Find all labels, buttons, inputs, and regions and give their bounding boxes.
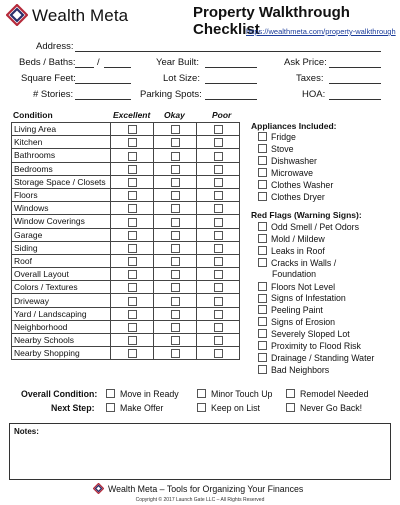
condition-item-label: Window Coverings: [12, 215, 111, 228]
excellent-cell: [111, 268, 154, 281]
red-flag-item[interactable]: [258, 305, 323, 315]
poor-cell: [197, 241, 240, 254]
condition-item-label: Kitchen: [12, 136, 111, 149]
excellent-checkbox[interactable]: [128, 349, 137, 358]
excellent-cell: [111, 188, 154, 201]
red-flag-label: Signs of Infestation: [271, 293, 346, 304]
poor-checkbox[interactable]: [214, 165, 223, 174]
excellent-cell: [111, 228, 154, 241]
excellent-checkbox[interactable]: [128, 178, 137, 187]
poor-checkbox[interactable]: [214, 257, 223, 266]
red-flag-checkbox[interactable]: [258, 258, 267, 267]
poor-cell: [197, 123, 240, 136]
excellent-checkbox[interactable]: [128, 283, 137, 292]
never-go-back-checkbox[interactable]: [286, 403, 295, 412]
condition-item-label: Siding: [12, 241, 111, 254]
okay-checkbox[interactable]: [171, 231, 180, 240]
table-row: [12, 254, 240, 267]
never-go-back-label: Never Go Back!: [300, 403, 363, 413]
make-offer-label: Make Offer: [120, 403, 164, 413]
poor-checkbox[interactable]: [214, 336, 223, 345]
never-go-back-option[interactable]: [286, 403, 362, 413]
table-row: [12, 136, 240, 149]
excellent-checkbox[interactable]: [128, 218, 137, 227]
poor-checkbox[interactable]: [214, 138, 223, 147]
condition-item-label: Yard / Landscaping: [12, 307, 111, 320]
poor-cell: [197, 254, 240, 267]
poor-cell: [197, 136, 240, 149]
excellent-checkbox[interactable]: [128, 204, 137, 213]
okay-cell: [154, 334, 197, 347]
appliance-item[interactable]: [258, 144, 294, 154]
condition-item-label: Nearby Schools: [12, 334, 111, 347]
okay-checkbox[interactable]: [171, 310, 180, 319]
red-flag-checkbox[interactable]: [258, 246, 267, 255]
table-row: [12, 268, 240, 281]
remodel-needed-option[interactable]: [286, 389, 368, 399]
minor-touch-up-option[interactable]: [197, 389, 272, 399]
appliance-checkbox[interactable]: [258, 132, 267, 141]
excellent-cell: [111, 347, 154, 360]
excellent-checkbox[interactable]: [128, 270, 137, 279]
okay-cell: [154, 175, 197, 188]
ask-price-field[interactable]: [329, 67, 381, 68]
poor-cell: [197, 307, 240, 320]
table-row: [12, 320, 240, 333]
red-flag-label: Mold / Mildew: [271, 233, 325, 244]
stories-field[interactable]: [75, 99, 131, 100]
poor-checkbox[interactable]: [214, 283, 223, 292]
poor-checkbox[interactable]: [214, 218, 223, 227]
condition-item-label: Windows: [12, 202, 111, 215]
okay-checkbox[interactable]: [171, 218, 180, 227]
table-row: [12, 149, 240, 162]
okay-checkbox[interactable]: [171, 270, 180, 279]
appliances-title: Appliances Included:: [251, 121, 337, 131]
appliance-item[interactable]: [258, 168, 313, 178]
red-flag-label: Floors Not Level: [271, 281, 336, 292]
lot-size-label: Lot Size:: [163, 73, 200, 84]
poor-cell: [197, 294, 240, 307]
excellent-checkbox[interactable]: [128, 257, 137, 266]
okay-checkbox[interactable]: [171, 204, 180, 213]
red-flag-item[interactable]: [258, 222, 359, 232]
table-row: [12, 202, 240, 215]
okay-cell: [154, 281, 197, 294]
brand-name: Wealth Meta: [32, 6, 129, 25]
lot-size-field[interactable]: [205, 83, 257, 84]
okay-cell: [154, 254, 197, 267]
move-in-ready-option[interactable]: [106, 389, 179, 399]
poor-cell: [197, 215, 240, 228]
red-flag-checkbox[interactable]: [258, 341, 267, 350]
red-flag-item[interactable]: [258, 329, 350, 339]
red-flag-checkbox[interactable]: [258, 329, 267, 338]
ask-price-label: Ask Price:: [284, 57, 327, 68]
poor-checkbox[interactable]: [214, 297, 223, 306]
square-feet-field[interactable]: [75, 83, 131, 84]
minor-touch-up-checkbox[interactable]: [197, 389, 206, 398]
table-row: [12, 188, 240, 201]
excellent-cell: [111, 241, 154, 254]
taxes-field[interactable]: [329, 83, 381, 84]
excellent-checkbox[interactable]: [128, 323, 137, 332]
excellent-cell: [111, 175, 154, 188]
okay-cell: [154, 268, 197, 281]
excellent-cell: [111, 281, 154, 294]
red-flag-checkbox[interactable]: [258, 353, 267, 362]
condition-header: Condition: [13, 110, 53, 120]
poor-checkbox[interactable]: [214, 310, 223, 319]
excellent-cell: [111, 123, 154, 136]
excellent-cell: [111, 294, 154, 307]
square-feet-label: Square Feet:: [21, 73, 76, 84]
condition-item-label: Floors: [12, 188, 111, 201]
baths-field[interactable]: [104, 67, 131, 68]
footer-logo-icon: [93, 483, 104, 494]
table-row: [12, 175, 240, 188]
footer-tagline: [108, 484, 303, 494]
appliance-checkbox[interactable]: [258, 168, 267, 177]
keep-on-list-checkbox[interactable]: [197, 403, 206, 412]
condition-item-label: Garage: [12, 228, 111, 241]
address-field[interactable]: [75, 51, 381, 52]
excellent-cell: [111, 320, 154, 333]
table-row: [12, 162, 240, 175]
poor-cell: [197, 268, 240, 281]
okay-checkbox[interactable]: [171, 125, 180, 134]
appliance-label: Dishwasher: [271, 156, 317, 166]
excellent-checkbox[interactable]: [128, 310, 137, 319]
red-flag-item[interactable]: [258, 341, 361, 351]
page-title: Property Walkthrough Checklist: [193, 4, 350, 38]
okay-checkbox[interactable]: [171, 138, 180, 147]
okay-checkbox[interactable]: [171, 323, 180, 332]
wealth-meta-logo-icon: [6, 4, 28, 26]
okay-cell: [154, 241, 197, 254]
okay-checkbox[interactable]: [171, 297, 180, 306]
okay-cell: [154, 188, 197, 201]
red-flag-checkbox[interactable]: [258, 305, 267, 314]
poor-cell: [197, 175, 240, 188]
okay-cell: [154, 294, 197, 307]
table-row: [12, 123, 240, 136]
notes-box[interactable]: [9, 423, 391, 480]
condition-item-label: Roof: [12, 254, 111, 267]
keep-on-list-option[interactable]: [197, 403, 260, 413]
condition-item-label: Nearby Shopping: [12, 347, 111, 360]
stories-label: # Stories:: [33, 89, 74, 100]
okay-cell: [154, 320, 197, 333]
year-built-field[interactable]: [205, 67, 257, 68]
poor-checkbox[interactable]: [214, 349, 223, 358]
condition-item-label: Storage Space / Closets: [12, 175, 111, 188]
okay-checkbox[interactable]: [171, 349, 180, 358]
red-flag-continuation: Foundation: [272, 269, 317, 279]
red-flag-checkbox[interactable]: [258, 222, 267, 231]
condition-item-label: Colors / Textures: [12, 281, 111, 294]
overall-condition-label: Overall Condition:: [21, 389, 98, 399]
poor-checkbox[interactable]: [214, 244, 223, 253]
poor-checkbox[interactable]: [214, 204, 223, 213]
excellent-checkbox[interactable]: [128, 152, 137, 161]
parking-spots-label: Parking Spots:: [140, 89, 202, 100]
poor-cell: [197, 347, 240, 360]
condition-item-label: Bathrooms: [12, 149, 111, 162]
beds-baths-label: Beds / Baths:: [19, 57, 76, 68]
appliance-checkbox[interactable]: [258, 156, 267, 165]
footer-tagline-text: – Tools for Organizing Your Finances: [157, 484, 304, 494]
red-flag-label: Bad Neighbors: [271, 364, 330, 375]
excellent-checkbox[interactable]: [128, 138, 137, 147]
red-flag-item[interactable]: [258, 282, 335, 292]
excellent-checkbox[interactable]: [128, 191, 137, 200]
appliance-label: Clothes Washer: [271, 180, 334, 190]
make-offer-checkbox[interactable]: [106, 403, 115, 412]
appliance-item[interactable]: [258, 192, 325, 202]
poor-checkbox[interactable]: [214, 270, 223, 279]
okay-cell: [154, 228, 197, 241]
red-flag-label: Signs of Erosion: [271, 317, 336, 328]
next-step-label: Next Step:: [51, 403, 95, 413]
red-flag-item[interactable]: [258, 234, 325, 244]
okay-cell: [154, 162, 197, 175]
appliance-checkbox[interactable]: [258, 192, 267, 201]
okay-cell: [154, 307, 197, 320]
red-flag-checkbox[interactable]: [258, 317, 267, 326]
red-flags-title: Red Flags (Warning Signs):: [251, 210, 362, 220]
hoa-label: HOA:: [302, 89, 326, 100]
poor-checkbox[interactable]: [214, 191, 223, 200]
poor-cell: [197, 202, 240, 215]
keep-on-list-label: Keep on List: [211, 403, 260, 413]
okay-checkbox[interactable]: [171, 244, 180, 253]
okay-checkbox[interactable]: [171, 178, 180, 187]
remodel-needed-label: Remodel Needed: [300, 389, 369, 399]
condition-item-label: Neighborhood: [12, 320, 111, 333]
poor-cell: [197, 188, 240, 201]
poor-cell: [197, 162, 240, 175]
table-row: [12, 228, 240, 241]
excellent-checkbox[interactable]: [128, 231, 137, 240]
hoa-field[interactable]: [329, 99, 381, 100]
condition-table: [11, 122, 240, 360]
excellent-cell: [111, 254, 154, 267]
appliance-label: Clothes Dryer: [271, 192, 325, 202]
red-flag-checkbox[interactable]: [258, 294, 267, 303]
appliance-checkbox[interactable]: [258, 180, 267, 189]
appliance-item[interactable]: [258, 156, 317, 166]
table-row: [12, 294, 240, 307]
red-flag-label: Proximity to Flood Risk: [271, 341, 361, 351]
poor-cell: [197, 149, 240, 162]
excellent-cell: [111, 136, 154, 149]
condition-item-label: Bedrooms: [12, 162, 111, 175]
excellent-cell: [111, 334, 154, 347]
condition-item-label: Living Area: [12, 123, 111, 136]
table-row: [12, 241, 240, 254]
red-flag-checkbox[interactable]: [258, 282, 267, 291]
year-built-label: Year Built:: [156, 57, 199, 68]
property-walkthrough-link[interactable]: https://wealthmeta.com/property-walkthrough: [246, 27, 396, 36]
okay-cell: [154, 149, 197, 162]
appliance-item[interactable]: [258, 132, 296, 142]
red-flag-label: Peeling Paint: [271, 305, 323, 316]
red-flag-checkbox[interactable]: [258, 234, 267, 243]
footer-brand: Wealth Meta: [108, 484, 158, 494]
excellent-cell: [111, 162, 154, 175]
excellent-checkbox[interactable]: [128, 336, 137, 345]
excellent-checkbox[interactable]: [128, 244, 137, 253]
okay-checkbox[interactable]: [171, 283, 180, 292]
table-row: [12, 307, 240, 320]
make-offer-option[interactable]: [106, 403, 163, 413]
poor-cell: [197, 334, 240, 347]
poor-checkbox[interactable]: [214, 323, 223, 332]
okay-header: Okay: [164, 110, 185, 120]
appliance-label: Microwave: [271, 168, 314, 178]
poor-checkbox[interactable]: [214, 125, 223, 134]
okay-cell: [154, 136, 197, 149]
remodel-needed-checkbox[interactable]: [286, 389, 295, 398]
okay-checkbox[interactable]: [171, 257, 180, 266]
excellent-checkbox[interactable]: [128, 125, 137, 134]
red-flag-item[interactable]: [258, 317, 335, 327]
poor-checkbox[interactable]: [214, 231, 223, 240]
okay-checkbox[interactable]: [171, 152, 180, 161]
excellent-checkbox[interactable]: [128, 165, 137, 174]
red-flag-label: Severely Sloped Lot: [271, 329, 350, 340]
beds-baths-separator: /: [97, 57, 100, 68]
poor-cell: [197, 320, 240, 333]
poor-checkbox[interactable]: [214, 178, 223, 187]
parking-spots-field[interactable]: [205, 99, 257, 100]
minor-touch-up-label: Minor Touch Up: [211, 389, 273, 399]
poor-header: Poor: [212, 110, 232, 120]
table-row: [12, 347, 240, 360]
excellent-cell: [111, 202, 154, 215]
red-flag-item[interactable]: [258, 293, 346, 303]
red-flag-item[interactable]: [258, 365, 329, 375]
okay-checkbox[interactable]: [171, 336, 180, 345]
poor-cell: [197, 228, 240, 241]
red-flag-label: Leaks in Roof: [271, 245, 325, 256]
appliance-label: Stove: [271, 144, 294, 154]
okay-checkbox[interactable]: [171, 191, 180, 200]
okay-cell: [154, 215, 197, 228]
condition-item-label: Driveway: [12, 294, 111, 307]
taxes-label: Taxes:: [296, 73, 324, 84]
excellent-cell: [111, 215, 154, 228]
poor-checkbox[interactable]: [214, 152, 223, 161]
red-flag-item[interactable]: [258, 246, 325, 256]
red-flag-checkbox[interactable]: [258, 365, 267, 374]
okay-cell: [154, 347, 197, 360]
excellent-checkbox[interactable]: [128, 297, 137, 306]
table-row: [12, 215, 240, 228]
okay-cell: [154, 202, 197, 215]
appliance-item[interactable]: [258, 180, 333, 190]
table-row: [12, 281, 240, 294]
address-label: Address:: [36, 41, 74, 52]
okay-cell: [154, 123, 197, 136]
move-in-ready-label: Move in Ready: [120, 389, 179, 399]
excellent-header: Excellent: [113, 110, 151, 120]
notes-label: Notes:: [14, 427, 39, 436]
red-flag-item[interactable]: [258, 353, 374, 363]
footer-copyright: Copyright © 2017 Launch Gate LLC – All Rights Reserved: [135, 497, 265, 503]
condition-item-label: Overall Layout: [12, 268, 111, 281]
red-flag-label: Drainage / Standing Water: [271, 352, 375, 363]
red-flag-item[interactable]: [258, 258, 336, 268]
beds-field[interactable]: [75, 67, 94, 68]
move-in-ready-checkbox[interactable]: [106, 389, 115, 398]
okay-checkbox[interactable]: [171, 165, 180, 174]
excellent-cell: [111, 307, 154, 320]
table-row: [12, 334, 240, 347]
appliance-label: Fridge: [271, 132, 296, 142]
red-flag-label: Cracks in Walls /: [271, 257, 337, 268]
poor-cell: [197, 281, 240, 294]
appliance-checkbox[interactable]: [258, 144, 267, 153]
red-flag-label: Odd Smell / Pet Odors: [271, 222, 360, 232]
excellent-cell: [111, 149, 154, 162]
